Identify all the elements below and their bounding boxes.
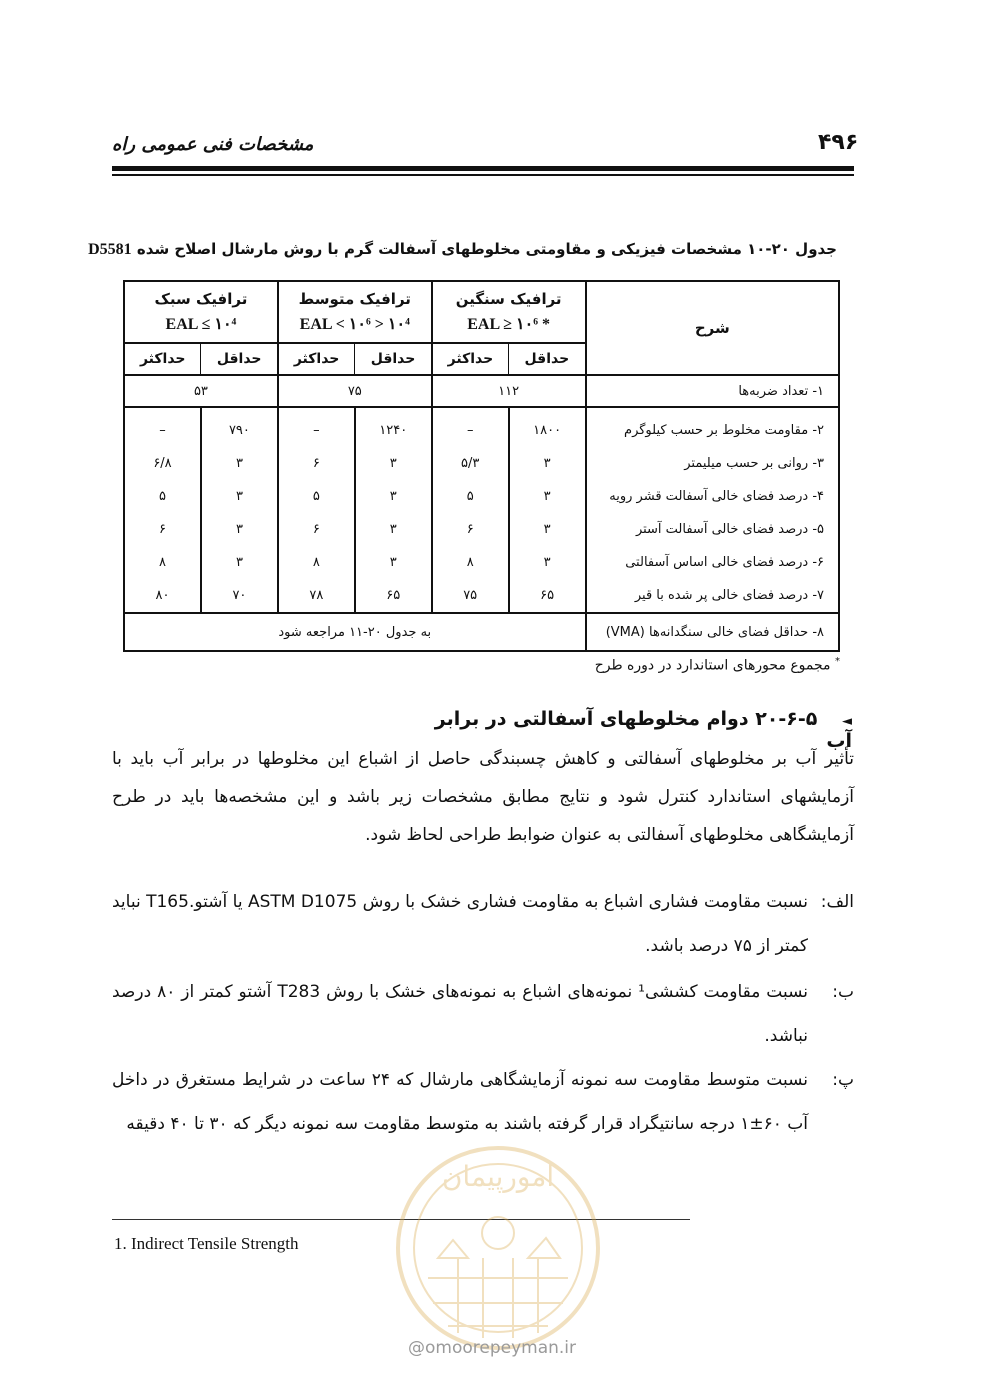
cell-value: ۳ xyxy=(355,447,432,480)
cell-value: ۳ xyxy=(509,546,586,579)
list-item-text: نسبت مقاومت فشاری اشباع به مقاومت فشاری خشک با روش ASTM D1075 یا آشتو.T165 نباید کمتر از ۷۵ درصد باشد. xyxy=(112,892,808,956)
cell-value: ۷۹۰ xyxy=(201,407,278,447)
cell-value: ۳ xyxy=(509,447,586,480)
cell-value: ۳ xyxy=(201,513,278,546)
table-row xyxy=(124,447,839,480)
cell-value: ۱۱۲ xyxy=(432,375,586,407)
list-item-label: پ: xyxy=(832,1070,854,1090)
section-heading-text: ۲۰-۶-۵ دوام مخلوطهای آسفالتی در برابر آب xyxy=(434,708,852,752)
min-header: حداقل xyxy=(355,343,432,375)
group-medium-condition: ۱۰⁴ < EAL < ۱۰⁶ xyxy=(299,316,410,333)
cell-value: ۱۲۴۰ xyxy=(355,407,432,447)
cell-value: ۵ xyxy=(278,480,355,513)
cell-value: ۶ xyxy=(278,447,355,480)
group-heavy-title: ترافیک سنگین xyxy=(455,290,562,308)
asterisk-mark: * xyxy=(835,656,840,667)
list-item-label: ب: xyxy=(832,982,854,1002)
cell-value: ۳ xyxy=(355,480,432,513)
table-row xyxy=(124,546,839,579)
table-row xyxy=(124,513,839,546)
footnote-text: 1. Indirect Tensile Strength xyxy=(114,1234,299,1253)
cell-value: – xyxy=(278,407,355,447)
cell-value: ۶ xyxy=(432,513,509,546)
row-label: ۶- درصد فضای خالی اساس آسفالتی xyxy=(586,546,839,579)
cell-value: ۶۵ xyxy=(509,579,586,613)
header-rule-thick xyxy=(112,166,854,171)
cell-value: ۳ xyxy=(201,480,278,513)
cell-value: ۸ xyxy=(124,546,201,579)
table-row xyxy=(124,407,839,447)
cell-value: ۳ xyxy=(509,480,586,513)
table-caption xyxy=(88,240,837,259)
group-light-condition: EAL ≤ ۱۰⁴ xyxy=(165,316,237,333)
header-rule-thin xyxy=(112,174,854,176)
cell-value: ۵۳ xyxy=(124,375,278,407)
table-row xyxy=(124,480,839,513)
group-light-header xyxy=(124,281,278,343)
list-item-label: الف: xyxy=(820,892,854,912)
cell-value: ۷۰ xyxy=(201,579,278,613)
table-footnote-text: مجموع محورهای استاندارد در دوره طرح xyxy=(594,657,831,674)
cell-value: ۷۸ xyxy=(278,579,355,613)
list-item-text: نسبت متوسط مقاومت سه نمونه آزمایشگاهی مارشال که ۲۴ ساعت در شرایط مستغرق در داخل آب ۶۰±۱ درجه سانتیگراد قرار گرفته باشند به متوسط مقاومت سه نمونه دیگر که ۳۰ تا ۴۰ دقیقه xyxy=(112,1070,808,1134)
row-label: ۸- حداقل فضای خالی سنگدانه‌ها (VMA) xyxy=(586,613,839,651)
row-label: ۷- درصد فضای خالی پر شده با قیر xyxy=(586,579,839,613)
cell-value: ۷۵ xyxy=(432,579,509,613)
cell-value: ۶/۸ xyxy=(124,447,201,480)
running-title: مشخصات فنی عمومی راه xyxy=(112,134,314,155)
table-row xyxy=(124,579,839,613)
group-medium-header xyxy=(278,281,432,343)
max-header: حداکثر xyxy=(432,343,509,375)
cell-value: – xyxy=(432,407,509,447)
cell-value: ۵/۳ xyxy=(432,447,509,480)
cell-value: ۷۵ xyxy=(278,375,432,407)
cell-value: ۵ xyxy=(432,480,509,513)
row-label: ۵- درصد فضای خالی آسفالت آستر xyxy=(586,513,839,546)
row-label: ۴- درصد فضای خالی آسفالت قشر رویه xyxy=(586,480,839,513)
cell-value: ۸ xyxy=(432,546,509,579)
max-header: حداکثر xyxy=(278,343,355,375)
cell-value: ۳ xyxy=(201,447,278,480)
cell-value: ۶ xyxy=(124,513,201,546)
cell-value: ۶ xyxy=(278,513,355,546)
table-caption-text: جدول ۲۰-۱۰ مشخصات فیزیکی و مقاومتی مخلوطهای آسفالت گرم با روش مارشال اصلاح شده xyxy=(136,240,837,258)
table-row xyxy=(124,375,839,407)
group-medium-title: ترافیک متوسط xyxy=(298,290,411,308)
group-light-title: ترافیک سبک xyxy=(154,290,248,308)
cell-value: ۳ xyxy=(355,513,432,546)
page-number: ۴۹۶ xyxy=(818,130,859,155)
row-label: ۱- تعداد ضربه‌ها xyxy=(586,375,839,407)
cell-value: ۸۰ xyxy=(124,579,201,613)
row-label: ۲- مقاومت مخلوط بر حسب کیلوگرم xyxy=(586,407,839,447)
cell-value: ۳ xyxy=(201,546,278,579)
row-label: ۳- روانی بر حسب میلیمتر xyxy=(586,447,839,480)
cell-value: ۳ xyxy=(509,513,586,546)
group-heavy-header xyxy=(432,281,586,343)
min-header: حداقل xyxy=(201,343,278,375)
body-paragraph: تأثیر آب بر مخلوطهای آسفالتی و کاهش چسبندگی حاصل از اشباع این مخلوطها در برابر آب باید با آزمایشهای استاندارد کنترل شود و نتایج مطابق مشخصات زیر باشد و این مشخصه‌ها باید در طرح آزمایشگاهی مخلوطهای آسفالتی به عنوان ضوابط طراحی لحاظ شود. xyxy=(112,749,854,845)
list-item-text: نسبت مقاومت کششی¹ نمونه‌های اشباع به نمونه‌های خشک با روش T283 آشتو کمتر از ۸۰ درصد نباشد. xyxy=(112,982,809,1046)
watermark-url: @omoorepeyman.ir xyxy=(408,1338,577,1358)
table-header-row xyxy=(124,281,839,343)
bullet-triangle-icon: ◄ xyxy=(842,714,852,729)
cell-value: ۵ xyxy=(124,480,201,513)
cell-value: ۸ xyxy=(278,546,355,579)
watermark-text: امورپیمان xyxy=(441,1160,555,1193)
cell-value: – xyxy=(124,407,201,447)
cell-value: ۱۸۰۰ xyxy=(509,407,586,447)
group-heavy-condition: * EAL ≥ ۱۰⁶ xyxy=(467,316,551,333)
table-footnote xyxy=(480,656,840,674)
table-row xyxy=(124,613,839,651)
col-desc-header: شرح xyxy=(586,281,839,375)
cell-value: ۳ xyxy=(355,546,432,579)
vma-reference: به جدول ۲۰-۱۱ مراجعه شود xyxy=(124,613,586,651)
min-header: حداقل xyxy=(509,343,586,375)
marshall-spec-table xyxy=(123,280,840,652)
cell-value: ۶۵ xyxy=(355,579,432,613)
table-caption-code: D5581 xyxy=(88,241,132,258)
max-header: حداکثر xyxy=(124,343,201,375)
